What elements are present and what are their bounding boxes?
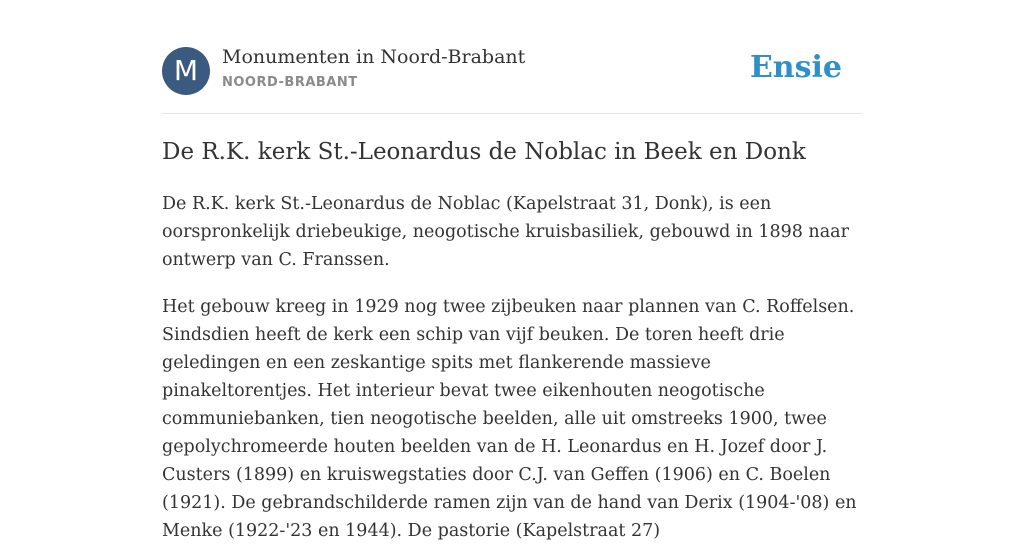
- site-header: [162, 0, 862, 114]
- article-paragraph: Het gebouw kreeg in 1929 nog twee zijbeuken naar plannen van C. Roffelsen. Sindsdien heeft de kerk een schip van vijf beuken. De toren heeft drie geledingen en een zeskantige spits met flankerende massieve pinakeltorentjes. Het interieur bevat twee eikenhouten neogotische communiebanken, tien neogotische beelden, alle uit omstreeks 1900, twee gepolychromeerde houten beelden van de H. Leonardus en H. Jozef door J. Custers (1899) en kruiswegstaties door C.J. van Geffen (1906) en C. Boelen (1921). De gebrandschilderde ramen zijn van de hand van Derix (1904-'08) en Menke (1922-'23 en 1944). De pastorie (Kapelstraat 27): [162, 297, 857, 541]
- article-paragraph: De R.K. kerk St.-Leonardus de Noblac (Kapelstraat 31, Donk), is een oorspronkelijk driebeukige, neogotische kruisbasiliek, gebouwd in 1898 naar ontwerp van C. Franssen.: [162, 194, 849, 270]
- article-title: De R.K. kerk St.-Leonardus de Noblac in Beek en Donk: [162, 139, 806, 165]
- avatar[interactable]: M: [162, 47, 210, 95]
- site-title[interactable]: Monumenten in Noord-Brabant: [222, 46, 526, 68]
- brand-logo[interactable]: Ensie: [749, 50, 842, 85]
- page: [162, 0, 862, 541]
- site-subtitle[interactable]: NOORD-BRABANT: [222, 75, 358, 90]
